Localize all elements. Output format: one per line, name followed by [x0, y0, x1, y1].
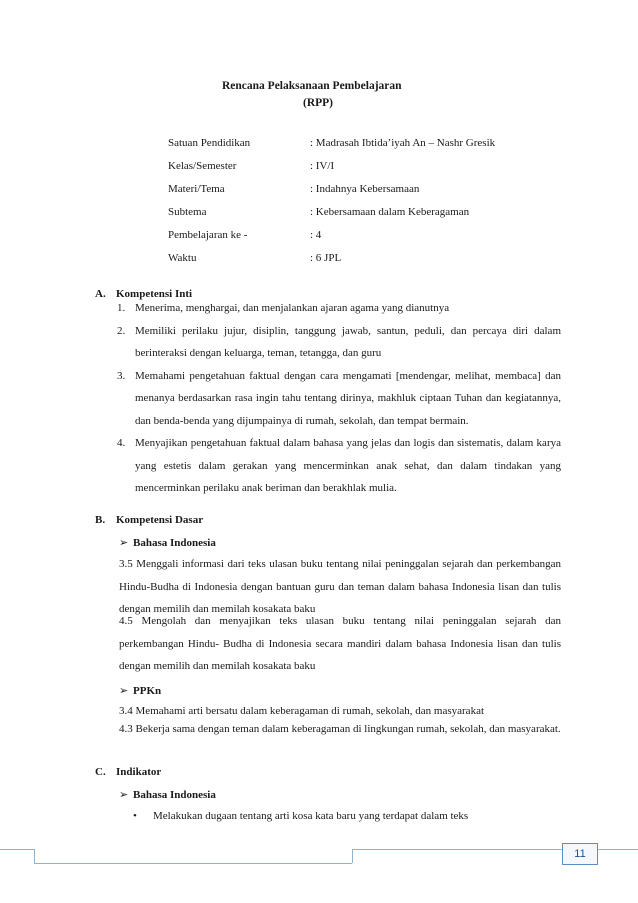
section-letter: C.	[95, 766, 106, 778]
info-value: : IV/I	[310, 160, 335, 172]
item-number: 1.	[117, 302, 126, 314]
item-text: Memiliki perilaku jujur, disiplin, tanggung jawab, santun, peduli, dan percaya diri dalam berinteraksi dengan keluarga, teman, tetangga, dan guru	[135, 324, 561, 359]
page-number: 11	[562, 843, 598, 865]
footer-rule	[0, 849, 34, 850]
indicator-text: Melakukan dugaan tentang arti kosa kata baru yang terdapat dalam teks	[153, 810, 469, 822]
info-value: : 6 JPL	[310, 252, 342, 264]
item-number: 3.	[117, 369, 126, 382]
info-value: : 4	[310, 229, 322, 241]
footer-rule	[352, 849, 353, 863]
footer-rule	[34, 863, 352, 864]
section-title: Kompetensi Dasar	[116, 514, 204, 526]
info-value: : Indahnya Kebersamaan	[310, 183, 420, 195]
footer-rule	[598, 849, 638, 850]
info-value: : Kebersamaan dalam Keberagaman	[310, 206, 470, 218]
kd-paragraph: 3.5 Menggali informasi dari teks ulasan buku tentang nilai peninggalan sejarah dan perkembangan Hindu-Budha di Indonesia dengan bantuan guru dan teman dalam bahasa Indonesia lisan dan tulis dengan memilih dan memilah kosakata baku	[119, 558, 561, 615]
list-item	[119, 365, 561, 433]
info-key: Subtema	[168, 206, 207, 218]
subheading-label: Bahasa Indonesia	[133, 789, 216, 801]
list-item	[119, 297, 561, 320]
kd-paragraph: 4.5 Mengolah dan menyajikan teks ulasan buku tentang nilai peninggalan sejarah dan perkembangan Hindu- Budha di Indonesia secara mandiri dalam bahasa Indonesia lisan dan tulis dengan memilih dan memilah kosakata baku	[119, 615, 561, 672]
item-number: 4.	[117, 437, 126, 449]
arrow-bullet-icon: ➢	[119, 537, 129, 549]
list-item	[119, 432, 561, 500]
item-text: Menerima, menghargai, dan menjalankan ajaran agama yang dianutnya	[135, 302, 450, 314]
section-c-heading	[95, 766, 161, 778]
subheading-bahasa-indonesia	[119, 788, 216, 801]
info-key: Satuan Pendidikan	[168, 137, 251, 149]
subheading-label: Bahasa Indonesia	[133, 537, 216, 549]
list-item	[119, 320, 561, 365]
bullet-icon: •	[133, 810, 137, 822]
item-text: Memahami pengetahuan faktual dengan cara mengamati [mendengar, melihat, membaca] dan menanya berdasarkan rasa ingin tahu tentang dirinya, makhluk ciptaan Tuhan dan kegiatannya, dan benda-benda yang dijumpainya di rumah, sekolah, dan tempat bermain.	[135, 369, 561, 427]
arrow-bullet-icon: ➢	[119, 789, 129, 801]
info-key: Waktu	[168, 252, 197, 264]
item-number: 2.	[117, 324, 126, 337]
section-letter: A.	[95, 288, 106, 300]
info-value: : Madrasah Ibtida’iyah An – Nashr Gresik	[310, 137, 496, 149]
kd-paragraph: 4.3 Bekerja sama dengan teman dalam keberagaman di lingkungan rumah, sekolah, dan masyarakat.	[119, 723, 561, 735]
arrow-bullet-icon: ➢	[119, 685, 129, 697]
info-key: Materi/Tema	[168, 183, 225, 195]
section-b-heading	[95, 514, 203, 526]
subheading-bahasa-indonesia	[119, 536, 216, 549]
section-title: Indikator	[116, 766, 162, 778]
footer-rule	[352, 849, 562, 850]
section-title: Kompetensi Inti	[116, 288, 193, 300]
section-letter: B.	[95, 514, 106, 526]
kompetensi-inti-list	[119, 297, 561, 500]
info-key: Pembelajaran ke -	[168, 229, 248, 241]
kd-paragraph: 3.4 Memahami arti bersatu dalam keberagaman di rumah, sekolah, dan masyarakat	[119, 705, 485, 717]
subheading-label: PPKn	[133, 685, 162, 697]
subheading-ppkn	[119, 684, 161, 697]
info-key: Kelas/Semester	[168, 160, 237, 172]
item-text: Menyajikan pengetahuan faktual dalam bahasa yang jelas dan logis dan sistematis, dalam karya yang estetis dalam gerakan yang mencerminkan anak sehat, dan dalam tindakan yang mencerminkan perilaku anak beriman dan berakhlak mulia.	[135, 437, 561, 494]
indicator-item	[133, 810, 468, 822]
footer-rule	[34, 849, 35, 863]
